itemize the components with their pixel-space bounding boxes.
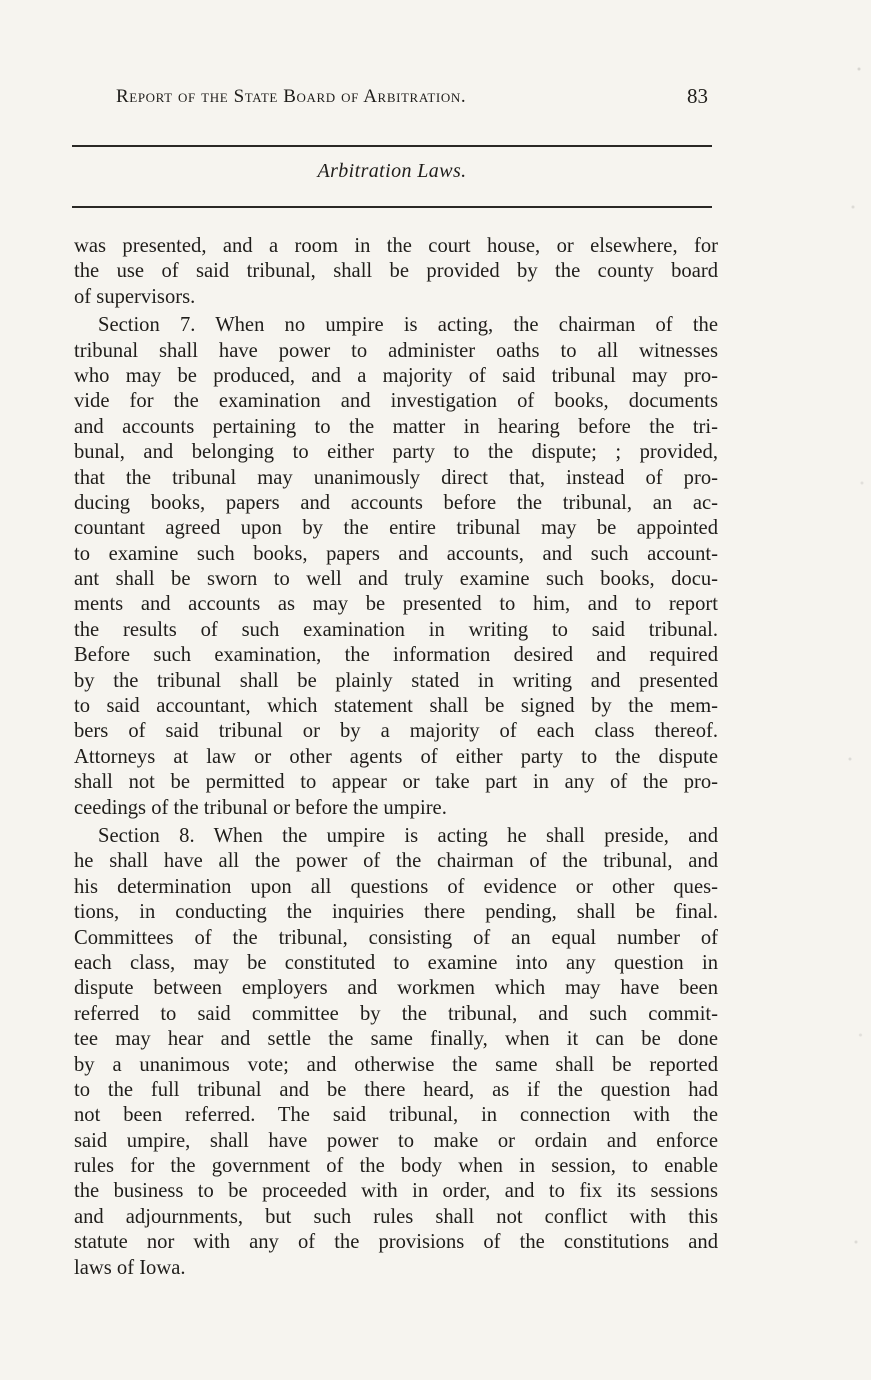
text-line: by a unanimous vote; and otherwise the same shall be reported: [74, 1053, 718, 1076]
text-line: by the tribunal shall be plainly stated in writing and presented: [74, 669, 718, 692]
text-line: and accounts pertaining to the matter in hearing before the tri-: [74, 415, 718, 438]
text-line: statute nor with any of the provisions of the constitutions and: [74, 1231, 718, 1254]
page-edge-speckle: [841, 0, 871, 1380]
text-line: said umpire, shall have power to make or ordain and enforce: [74, 1129, 718, 1152]
text-line: ant shall be sworn to well and truly examine such books, docu-: [74, 568, 718, 591]
text-line: not been referred. The said tribunal, in connection with the: [74, 1104, 718, 1127]
text-line: the use of said tribunal, shall be provided by the county board: [74, 260, 718, 283]
text-line: each class, may be constituted to examine into any question in: [74, 951, 718, 974]
text-line: vide for the examination and investigation of books, documents: [74, 390, 718, 413]
page-number: 83: [687, 84, 708, 108]
text-line: countant agreed upon by the entire tribunal may be appointed: [74, 517, 718, 540]
running-head: [72, 84, 712, 114]
text-line: that the tribunal may unanimously direct that, instead of pro-: [74, 466, 718, 489]
text-line: the business to be proceeded with in order, and to fix its sessions: [74, 1180, 718, 1203]
text-line: to examine such books, papers and accounts, and such account-: [74, 542, 718, 565]
text-line: the results of such examination in writing to said tribunal.: [74, 618, 718, 641]
text-line: bunal, and belonging to either party to the dispute; ; provided,: [74, 441, 718, 464]
header-rule-bottom: [72, 206, 712, 208]
text-line: his determination upon all questions of evidence or other ques-: [74, 875, 718, 898]
text-line: to the full tribunal and be there heard, as if the question had: [74, 1078, 718, 1101]
text-line: bers of said tribunal or by a majority of each class thereof.: [74, 720, 718, 743]
text-line: ments and accounts as may be presented to him, and to report: [74, 593, 718, 616]
text-line: tions, in conducting the inquiries there pending, shall be final.: [74, 901, 718, 924]
section-title: Arbitration Laws.: [317, 160, 467, 182]
text-line: was presented, and a room in the court house, or elsewhere, for: [74, 235, 718, 257]
text-line: rules for the government of the body when in session, to enable: [74, 1155, 718, 1178]
text-line: to said accountant, which statement shall be signed by the mem-: [74, 695, 718, 718]
body-text: [74, 234, 718, 1281]
text-line: he shall have all the power of the chairman of the tribunal, and: [74, 850, 718, 873]
text-line: tee may hear and settle the same finally, when it can be done: [74, 1028, 718, 1051]
text-line: dispute between employers and workmen which may have been: [74, 977, 718, 1000]
text-line: Section 7. When no umpire is acting, the chairman of the: [98, 314, 718, 337]
header-rule-top: [72, 145, 712, 147]
text-line: of supervisors.: [74, 285, 196, 308]
text-line: tribunal shall have power to administer oaths to all witnesses: [74, 339, 718, 362]
text-line: Before such examination, the information desired and required: [74, 644, 718, 667]
paragraph: [74, 824, 718, 1281]
text-line: and adjournments, but such rules shall not conflict with this: [74, 1205, 718, 1228]
paragraph: [74, 313, 718, 821]
text-line: Committees of the tribunal, consisting of an equal number of: [74, 926, 718, 949]
text-line: Attorneys at law or other agents of either party to the dispute: [74, 745, 718, 768]
text-line: Section 8. When the umpire is acting he shall preside, and: [98, 824, 718, 847]
text-line: shall not be permitted to appear or take part in any of the pro-: [74, 771, 718, 794]
text-line: ducing books, papers and accounts before the tribunal, an ac-: [74, 491, 718, 514]
running-title: Report of the State Board of Arbitration.: [116, 86, 467, 107]
text-line: who may be produced, and a majority of said tribunal may pro-: [74, 364, 718, 387]
text-line: referred to said committee by the tribunal, and such commit-: [74, 1002, 718, 1025]
paragraph: [74, 234, 718, 310]
text-line: ceedings of the tribunal or before the umpire.: [74, 796, 447, 819]
text-line: laws of Iowa.: [74, 1256, 186, 1279]
